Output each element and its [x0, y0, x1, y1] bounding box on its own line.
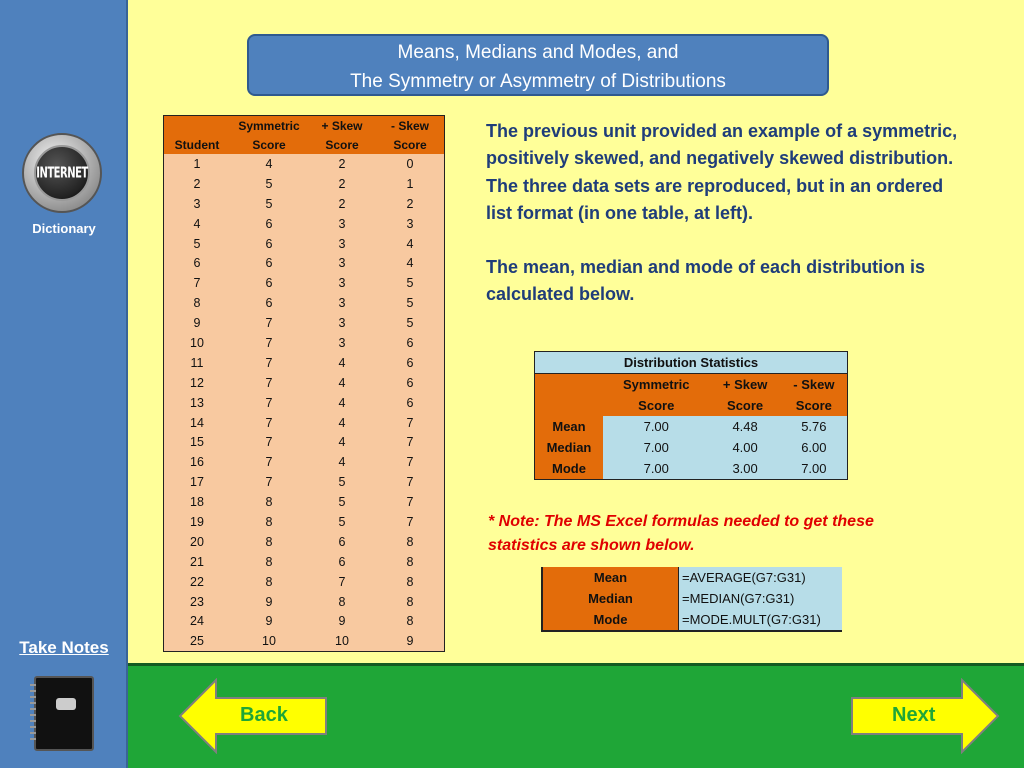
col-header-bottom: Score: [230, 135, 308, 154]
stats-value: 7.00: [781, 458, 848, 480]
table-row: [164, 393, 445, 413]
table-cell: 6: [406, 395, 414, 410]
stats-row-label: Median: [535, 437, 604, 458]
table-cell: 6: [406, 355, 414, 370]
next-button[interactable]: [850, 678, 1000, 754]
table-cell: 7: [338, 574, 346, 589]
table-cell: 7: [406, 495, 414, 510]
table-cell: 6: [265, 276, 273, 291]
table-cell: 5: [338, 475, 346, 490]
table-cell: 3: [406, 216, 414, 231]
table-cell: 9: [265, 594, 273, 609]
col-header-top: [164, 116, 231, 136]
table-cell: 13: [190, 395, 204, 410]
notebook-label: [56, 698, 76, 710]
internet-icon-label: INTERNET: [36, 164, 88, 182]
table-cell: 5: [406, 276, 414, 291]
table-cell: 8: [265, 554, 273, 569]
table-row: [164, 413, 445, 433]
stats-row-mean: [535, 416, 848, 437]
table-cell: 7: [265, 435, 273, 450]
paragraph-spacer: [486, 227, 966, 254]
intro-paragraph-1: The previous unit provided an example of a symmetric, positively skewed, and negatively skewed distribution. The three data sets are reproduced, but in an ordered list format (in one table, at left).: [486, 121, 958, 223]
table-cell: 3: [338, 316, 346, 331]
table-row: [164, 194, 445, 214]
table-cell: 7: [265, 335, 273, 350]
table-cell: 6: [265, 296, 273, 311]
table-row: [164, 512, 445, 532]
table-cell: 8: [338, 594, 346, 609]
table-cell: 7: [406, 455, 414, 470]
table-cell: 7: [193, 276, 201, 291]
table-cell: 7: [265, 355, 273, 370]
table-cell: 23: [190, 594, 204, 609]
col-header-bottom: Score: [308, 135, 376, 154]
table-row: [164, 353, 445, 373]
table-row: [164, 432, 445, 452]
table-row: [164, 293, 445, 313]
table-cell: 8: [265, 574, 273, 589]
table-row: [164, 313, 445, 333]
table-cell: 9: [265, 614, 273, 629]
formula-value: =MEDIAN(G7:G31): [679, 588, 843, 609]
table-row: [164, 214, 445, 234]
table-cell: 7: [265, 375, 273, 390]
table-cell: 8: [406, 554, 414, 569]
stats-header-top: Symmetric: [603, 374, 710, 396]
back-button-label: Back: [240, 704, 288, 726]
table-cell: 3: [338, 256, 346, 271]
table-cell: 5: [265, 196, 273, 211]
table-cell: 4: [193, 216, 201, 231]
formula-row: [542, 567, 842, 588]
stats-header-bottom: Score: [710, 395, 781, 416]
formula-label: Median: [542, 588, 679, 609]
next-button-label: Next: [892, 704, 936, 726]
page-title: [247, 34, 829, 96]
table-cell: 3: [338, 216, 346, 231]
title-line-1: Means, Medians and Modes, and: [397, 42, 679, 63]
stats-value: 4.48: [710, 416, 781, 437]
table-cell: 5: [406, 296, 414, 311]
table-cell: 7: [406, 415, 414, 430]
table-cell: 7: [265, 316, 273, 331]
table-row: [164, 592, 445, 612]
stats-row-median: [535, 437, 848, 458]
internet-icon: [34, 145, 90, 201]
table-cell: 3: [338, 335, 346, 350]
table-cell: 6: [265, 216, 273, 231]
table-cell: 4: [338, 435, 346, 450]
table-cell: 8: [406, 594, 414, 609]
back-button[interactable]: [178, 678, 328, 754]
table-cell: 15: [190, 435, 204, 450]
table-cell: 8: [406, 614, 414, 629]
stats-value: 7.00: [603, 458, 710, 480]
table-cell: 6: [265, 256, 273, 271]
table-cell: 22: [190, 574, 204, 589]
formula-row: [542, 609, 842, 631]
table-cell: 3: [338, 296, 346, 311]
table-cell: 19: [190, 514, 204, 529]
table-row: [164, 273, 445, 293]
table-cell: 2: [338, 196, 346, 211]
table-cell: 5: [265, 176, 273, 191]
table-cell: 4: [338, 415, 346, 430]
stats-row-mode: [535, 458, 848, 480]
table-cell: 14: [190, 415, 204, 430]
stats-header-bottom: Score: [781, 395, 848, 416]
stats-header-top: - Skew: [781, 374, 848, 396]
table-row: [164, 472, 445, 492]
table-cell: 11: [190, 355, 204, 370]
table-cell: 16: [190, 455, 204, 470]
table-cell: 8: [265, 514, 273, 529]
stats-header-top: + Skew: [710, 374, 781, 396]
table-cell: 1: [406, 176, 414, 191]
table-cell: 3: [338, 236, 346, 251]
table-cell: 4: [338, 375, 346, 390]
table-row: [164, 154, 445, 174]
col-header-bottom: Student: [164, 135, 231, 154]
stats-value: 5.76: [781, 416, 848, 437]
stats-corner: [535, 395, 604, 416]
title-line-2: The Symmetry or Asymmetry of Distributions: [350, 71, 726, 92]
table-cell: 4: [338, 455, 346, 470]
stats-row-label: Mean: [535, 416, 604, 437]
table-cell: 5: [338, 495, 346, 510]
excel-formula-note: * Note: The MS Excel formulas needed to get these statistics are shown below.: [488, 513, 874, 554]
stats-value: 7.00: [603, 437, 710, 458]
table-cell: 10: [190, 335, 204, 350]
table-cell: 2: [338, 176, 346, 191]
table-cell: 10: [335, 634, 349, 649]
table-cell: 7: [265, 475, 273, 490]
table-cell: 9: [338, 614, 346, 629]
table-cell: 21: [190, 554, 204, 569]
table-cell: 8: [265, 534, 273, 549]
stats-row-label: Mode: [535, 458, 604, 480]
table-row: [164, 333, 445, 353]
table-cell: 8: [265, 495, 273, 510]
notebook-rings: [30, 684, 36, 744]
table-row: [164, 552, 445, 572]
table-row: [164, 492, 445, 512]
table-cell: 12: [190, 375, 204, 390]
table-row: [164, 452, 445, 472]
formula-value: =AVERAGE(G7:G31): [679, 567, 843, 588]
stats-header-bottom: Score: [603, 395, 710, 416]
intro-text: [486, 118, 966, 309]
stats-caption: Distribution Statistics: [535, 352, 848, 374]
table-cell: 6: [406, 335, 414, 350]
stats-value: 3.00: [710, 458, 781, 480]
table-row: [164, 373, 445, 393]
table-cell: 8: [406, 534, 414, 549]
col-header-top: + Skew: [308, 116, 376, 136]
table-row: [164, 174, 445, 194]
stats-value: 6.00: [781, 437, 848, 458]
table-cell: 18: [190, 495, 204, 510]
table-cell: 5: [338, 514, 346, 529]
excel-formula-table: [541, 567, 842, 632]
table-cell: 6: [265, 236, 273, 251]
table-cell: 8: [406, 574, 414, 589]
table-cell: 1: [193, 156, 201, 171]
col-header-top: - Skew: [376, 116, 445, 136]
intro-paragraph-2: The mean, median and mode of each distribution is calculated below.: [486, 257, 926, 305]
sidebar: [0, 0, 128, 768]
table-cell: 9: [193, 316, 201, 331]
table-cell: 0: [406, 156, 414, 171]
student-scores-table: [163, 115, 445, 652]
table-cell: 24: [190, 614, 204, 629]
table-cell: 2: [406, 196, 414, 211]
col-header-top: Symmetric: [230, 116, 308, 136]
table-row: [164, 532, 445, 552]
stats-value: 4.00: [710, 437, 781, 458]
table-row: [164, 572, 445, 592]
table-cell: 4: [338, 395, 346, 410]
table-cell: 4: [265, 156, 273, 171]
table-cell: 7: [265, 455, 273, 470]
formula-value: =MODE.MULT(G7:G31): [679, 609, 843, 631]
formula-label: Mode: [542, 609, 679, 631]
table-cell: 2: [193, 176, 201, 191]
table-row: [164, 253, 445, 273]
table-cell: 7: [406, 475, 414, 490]
table-cell: 6: [193, 256, 201, 271]
table-cell: 3: [193, 196, 201, 211]
stats-value: 7.00: [603, 416, 710, 437]
table-cell: 3: [338, 276, 346, 291]
internet-dictionary-button[interactable]: [22, 133, 102, 213]
table-row: [164, 611, 445, 631]
take-notes-link[interactable]: Take Notes: [19, 638, 109, 657]
dictionary-label[interactable]: Dictionary: [32, 221, 96, 236]
table-row: [164, 631, 445, 651]
table-cell: 9: [406, 634, 414, 649]
table-cell: 7: [406, 435, 414, 450]
table-row: [164, 234, 445, 254]
table-cell: 6: [338, 554, 346, 569]
distribution-statistics-table: [534, 351, 848, 480]
notebook-icon[interactable]: [34, 676, 94, 751]
table-cell: 7: [265, 415, 273, 430]
table-cell: 4: [406, 236, 414, 251]
table-cell: 6: [406, 375, 414, 390]
stats-corner: [535, 374, 604, 396]
table-cell: 10: [262, 634, 276, 649]
table-cell: 7: [265, 395, 273, 410]
table-cell: 7: [406, 514, 414, 529]
table-cell: 8: [193, 296, 201, 311]
formula-row: [542, 588, 842, 609]
table-cell: 25: [190, 634, 204, 649]
table-cell: 4: [406, 256, 414, 271]
table-cell: 6: [338, 534, 346, 549]
table-cell: 17: [190, 475, 204, 490]
col-header-bottom: Score: [376, 135, 445, 154]
table-cell: 20: [190, 534, 204, 549]
table-cell: 4: [338, 355, 346, 370]
table-cell: 5: [406, 316, 414, 331]
formula-label: Mean: [542, 567, 679, 588]
table-cell: 2: [338, 156, 346, 171]
table-cell: 5: [193, 236, 201, 251]
